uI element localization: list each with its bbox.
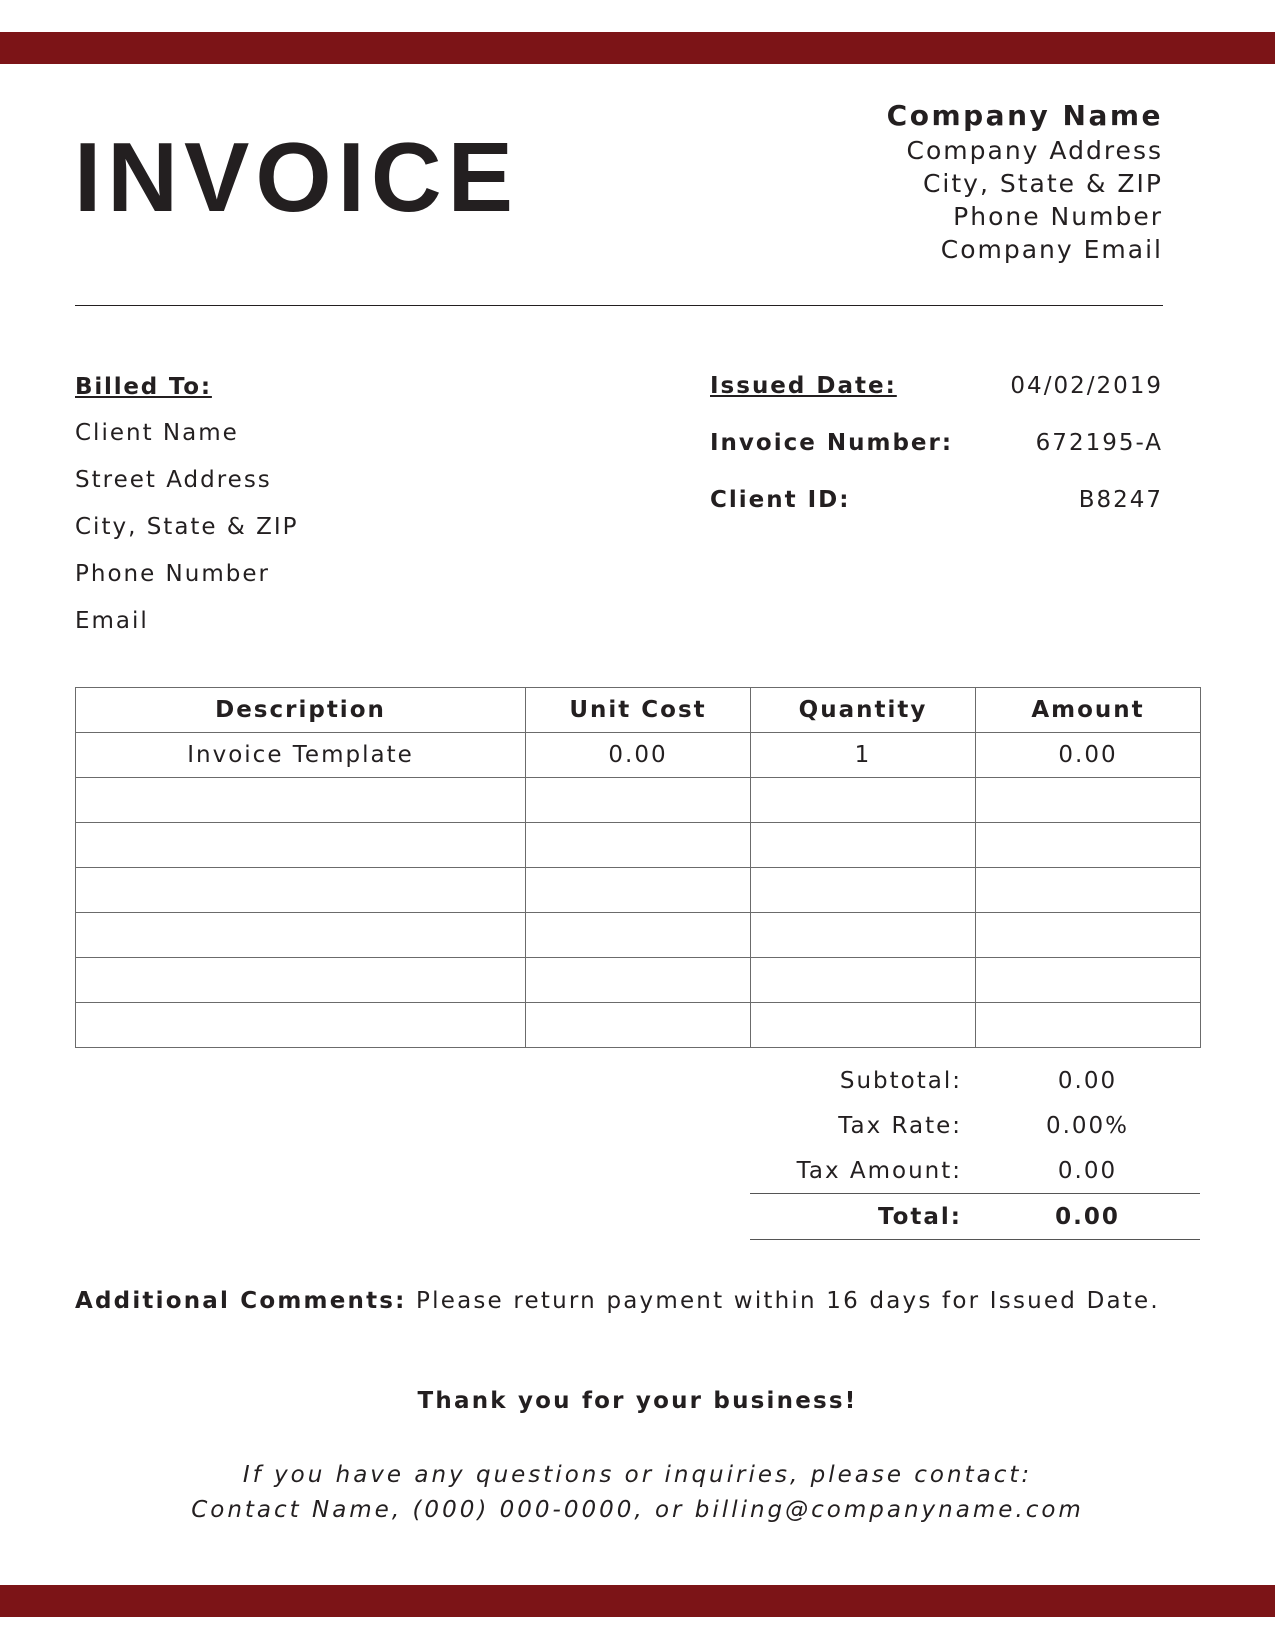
cell-description xyxy=(76,958,526,1003)
company-address: Company Address xyxy=(906,136,1163,165)
client-street: Street Address xyxy=(75,467,272,493)
bottom-accent-bar xyxy=(0,1585,1275,1617)
tax-amount-row xyxy=(750,1148,1200,1193)
comments-text: Please return payment within 16 days for Issued Date. xyxy=(406,1288,1160,1314)
cell-description xyxy=(76,823,526,868)
issued-date-value: 04/02/2019 xyxy=(1010,373,1163,399)
cell-description xyxy=(76,913,526,958)
cell-unit-cost xyxy=(526,823,751,868)
cell-amount xyxy=(976,1003,1201,1048)
top-accent-bar xyxy=(0,32,1275,64)
client-id-row xyxy=(710,487,1163,544)
subtotal-value: 0.00 xyxy=(1057,1067,1118,1094)
company-city: City, State & ZIP xyxy=(922,169,1163,198)
cell-unit-cost: 0.00 xyxy=(526,733,751,778)
total-value: 0.00 xyxy=(1055,1203,1120,1230)
client-id-label: Client ID: xyxy=(710,487,851,513)
client-email: Email xyxy=(75,608,149,634)
cell-description xyxy=(76,778,526,823)
issued-date-label: Issued Date: xyxy=(710,373,897,399)
cell-quantity xyxy=(751,913,976,958)
column-header-quantity: Quantity xyxy=(751,688,976,733)
cell-quantity xyxy=(751,1003,976,1048)
cell-description xyxy=(76,1003,526,1048)
table-row xyxy=(76,733,1201,778)
client-name: Client Name xyxy=(75,420,239,446)
contact-line-2: Contact Name, (000) 000-0000, or billing@companyname.com xyxy=(191,1497,1084,1523)
cell-quantity xyxy=(751,958,976,1003)
cell-description xyxy=(76,868,526,913)
cell-quantity xyxy=(751,868,976,913)
billed-to-block xyxy=(75,370,299,645)
cell-amount xyxy=(976,823,1201,868)
cell-amount: 0.00 xyxy=(976,733,1201,778)
totals-block xyxy=(750,1058,1200,1240)
cell-amount xyxy=(976,913,1201,958)
invoice-number-value: 672195-A xyxy=(1035,430,1163,456)
company-email: Company Email xyxy=(940,235,1163,264)
table-row xyxy=(76,868,1201,913)
table-row xyxy=(76,823,1201,868)
column-header-unit-cost: Unit Cost xyxy=(526,688,751,733)
table-row xyxy=(76,778,1201,823)
tax-amount-label: Tax Amount: xyxy=(796,1157,962,1184)
billed-to-label: Billed To: xyxy=(75,374,212,400)
client-phone: Phone Number xyxy=(75,561,270,587)
column-header-amount: Amount xyxy=(976,688,1201,733)
cell-unit-cost xyxy=(526,868,751,913)
tax-rate-label: Tax Rate: xyxy=(838,1112,962,1139)
company-phone: Phone Number xyxy=(953,202,1163,231)
tax-rate-value: 0.00% xyxy=(1045,1112,1130,1139)
table-header-row xyxy=(76,688,1201,733)
total-label: Total: xyxy=(877,1203,962,1230)
cell-quantity: 1 xyxy=(751,733,976,778)
cell-unit-cost xyxy=(526,1003,751,1048)
cell-amount xyxy=(976,868,1201,913)
client-id-value: B8247 xyxy=(1078,487,1163,513)
tax-rate-row xyxy=(750,1103,1200,1148)
company-info xyxy=(887,98,1163,266)
line-items-table xyxy=(75,687,1201,1048)
cell-unit-cost xyxy=(526,958,751,1003)
cell-quantity xyxy=(751,823,976,868)
invoice-number-row xyxy=(710,430,1163,487)
total-row xyxy=(750,1193,1200,1240)
column-header-description: Description xyxy=(76,688,526,733)
invoice-meta xyxy=(710,373,1163,544)
cell-unit-cost xyxy=(526,913,751,958)
subtotal-label: Subtotal: xyxy=(839,1067,962,1094)
table-row xyxy=(76,1003,1201,1048)
cell-unit-cost xyxy=(526,778,751,823)
company-name: Company Name xyxy=(886,99,1163,132)
issued-date-row xyxy=(710,373,1163,430)
cell-amount xyxy=(976,958,1201,1003)
cell-amount xyxy=(976,778,1201,823)
client-city: City, State & ZIP xyxy=(75,514,299,540)
contact-line-1: If you have any questions or inquiries, please contact: xyxy=(242,1462,1033,1488)
contact-info xyxy=(0,1458,1275,1528)
invoice-number-label: Invoice Number: xyxy=(710,430,954,456)
additional-comments xyxy=(75,1288,1160,1314)
comments-label: Additional Comments: xyxy=(75,1288,407,1314)
subtotal-row xyxy=(750,1058,1200,1103)
table-row xyxy=(76,913,1201,958)
header-divider xyxy=(75,305,1163,306)
thank-you-message: Thank you for your business! xyxy=(417,1388,858,1414)
cell-description: Invoice Template xyxy=(76,733,526,778)
table-row xyxy=(76,958,1201,1003)
cell-quantity xyxy=(751,778,976,823)
tax-amount-value: 0.00 xyxy=(1057,1157,1118,1184)
invoice-title: INVOICE xyxy=(74,122,519,232)
